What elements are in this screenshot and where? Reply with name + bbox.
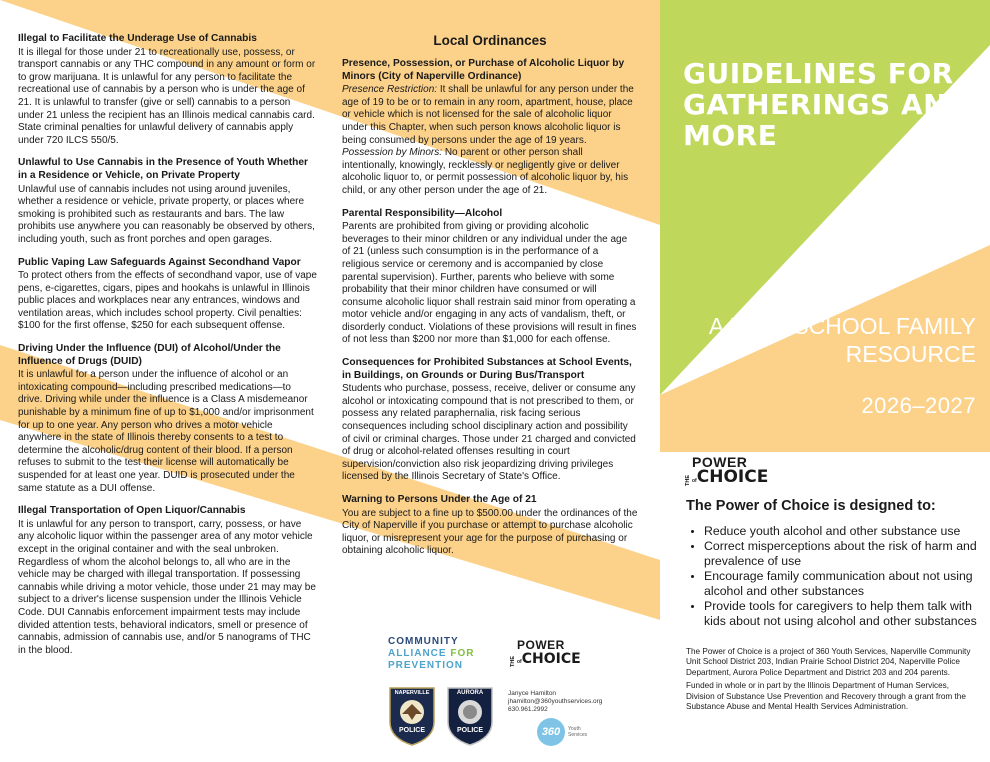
section-title: Parental Responsibility—Alcohol [342,207,503,219]
cover-title: GUIDELINES FOR GATHERINGS AND MORE [683,57,971,152]
section-title: Public Vaping Law Safeguards Against Secondhand Vapor [18,256,301,268]
section-title: Warning to Persons Under the Age of 21 [342,494,537,505]
presence-restriction-text: It shall be unlawful for any person under the age of 19 to be or to remain in any room, apartment, house, place or vehicle which is not licensed for the sale of alcoholic liquor under this Chapter, when such person knows alcoholic liquor is being consumed by persons under the age of 19 years. [342,84,634,146]
section-body: Parents are prohibited from giving or providing alcoholic beverages to their minor children or any individual under the age of 21 (unless such consumption is in the performance of a religious service or ceremony and is accompanied by close parental supervision). Further, parents who believe with some probability that their minor children have consumed or will consume alcoholic liquor shall restrain said minor from operating a motor vehicle and/or engaging in any acts of vandalism, theft, or disorderly conduct. Violations of these provisions will result in fines of not less than $200 nor more than $1,000 for each offense. [342,221,637,346]
contact-email: jhamilton@360youthservices.org [508,698,603,705]
designed-to-heading: The Power of Choice is designed to: [686,498,936,514]
cap-word-community: COMMUNITY [388,636,459,647]
goal-item: • Reduce youth alcohol and other substance use [704,524,990,539]
section-minors-liquor [342,58,638,198]
possession-label: Possession by Minors: [342,147,443,159]
section-warning-under-21 [342,494,638,558]
badge-top-label: NAPERVILLE [394,690,430,696]
goal-item: • Provide tools for caregivers to help them talk with kids about not using alcohol and other substances [704,599,990,629]
logo-of: of [517,659,522,665]
section-vaping [18,257,318,334]
logo-choice: CHOICE [521,651,581,667]
logo-power: POWER [692,454,748,470]
logo-360-mark: 360 [537,718,565,746]
section-title: Driving Under the Influence (DUI) of Alcohol/Under the Influence of Drugs (DUID) [18,343,281,367]
power-of-choice-logo [685,455,768,486]
goal-item: • Correct misperceptions about the risk of harm and prevalence of use [704,539,990,569]
local-ordinances-column [342,33,638,568]
logo-the: THE [685,475,691,486]
section-cannabis-facilitate [18,33,318,147]
cap-word-alliance: ALLIANCE [388,648,447,659]
section-title: Illegal to Facilitate the Underage Use of Cannabis [18,33,257,44]
logo-choice: CHOICE [696,467,769,487]
section-body: Unlawful use of cannabis includes not using around juveniles, whether a residence or vehicle, private property, or places where smoking is prohibited such as restaurants and bars. The law prohibits use anywhere you can reasonably be observed by others, including youth, such as front porches and open garages. [18,183,315,245]
logo-the: THE [510,656,516,667]
contact-info [508,690,602,714]
section-body: It is illegal for those under 21 to recreationally use, possess, or transport cannabis or any THC compound in any amount or form or to grow marijuana. It is unlawful for any person to facilitate the recreational use of cannabis by a person who is under the age of 21. It is unlawful to transfer (give or sell) cannabis to a person under 21 unless the recipient has an Illinois medical cannabis card. State criminal penalties for unlawful delivery of cannabis apply under 720 ILCS 550/5. [18,46,316,146]
section-parental-responsibility [342,208,638,348]
logo-360-label-line1: Youth [568,726,581,732]
possession-text: No parent or other person shall intentionally, knowingly, recklessly or negligently give or deliver alcoholic liquor to, or permit possession of alcoholic liquor by, his child, or any other person under the age of 21. [342,147,629,196]
naperville-police-badge [388,684,436,746]
section-dui [18,343,318,495]
about-funding: Funded in whole or in part by the Illinois Department of Human Services, Division of Substance Use Prevention and Recovery through a grant from the Substance Abuse and Mental Health Services Administration. [686,681,966,712]
section-body: To protect others from the effects of secondhand vapor, use of vape pens, e-cigarettes, cigars, pipes and hookahs is unlawful in Illinois public places and workplaces near any entrances, windows and ventilation areas, which includes school property. Civil penalties: $100 for the first offense, $250 for each subsequent offense. [18,270,317,332]
cap-word-for: FOR [450,648,475,659]
contact-phone: 630.961.2992 [508,706,548,713]
section-school-consequences [342,357,638,484]
power-of-choice-logo-small [510,639,581,667]
laws-column [18,33,318,667]
about-section [686,647,972,715]
logo-power: POWER [517,638,565,652]
badge-top-label: AURORA [456,690,484,696]
youth-services-logo [537,718,587,746]
section-title: Unlawful to Use Cannabis in the Presence of Youth Whether in a Residence or Vehicle, on Private Property [18,157,309,181]
goal-item: • Encourage family communication about not using alcohol and other substances [704,569,990,599]
section-title: Illegal Transportation of Open Liquor/Cannabis [18,505,246,517]
logo-360-label [568,726,587,738]
about-project: The Power of Choice is a project of 360 Youth Services, Naperville Community Unit School District 203, Indian Prairie School District 204, Naperville Police Department, Aurora Police Department and District 203 and 204 parents. [686,647,971,677]
section-body: It is unlawful for a person under the influence of alcohol or an intoxicating compound—including prescribed medications—to drive. Driving while under the influence is a Class A misdemeanor punishable by a minimum fine of up to $1,000 and/or imprisonment for up to one year. Any person who drives a motor vehicle anywhere in the state of Illinois thereby consents to a test to determine the alcoholic/drug content of their blood. If a person refuses to submit to the test their license will automatically be suspended for at least one year. DUID is prosecuted under the same statute as a DUI offense. [18,369,314,494]
section-body [342,84,638,197]
section-title: Presence, Possession, or Purchase of Alcoholic Liquor by Minors (City of Naperville Ordinance) [342,58,625,82]
section-body: It is unlawful for any person to transport, carry, possess, or have any alcoholic liquor within the passenger area of any motor vehicle except in the original container and with the seal unbroken. Regardless of whom the alcohol belongs to, all who are in the vehicle may be charged with illegal transportation. If possessing cannabis while driving a motor vehicle, those under 21 may may be subject to a driver's license suspension under the Illinois Vehicle Code. DUI Cannabis enforcement impairment tests may include divided attention tests, behavioral indicators, smell or presence of cannabis, admission of cannabis use, and/or 5 nanograms of THC in the blood. [18,518,316,656]
cover-subtitle: A HIGH SCHOOL FAMILY RESOURCE [708,313,976,367]
logo-of: of [692,478,697,484]
section-cannabis-youth [18,157,318,246]
goals-list [686,524,990,629]
contact-name: Janyce Hamilton [508,690,557,697]
logo-360-label-line2: Services [568,732,588,738]
badge-bottom-label: POLICE [398,727,426,734]
presence-restriction-label: Presence Restriction: [342,84,438,96]
local-ordinances-heading: Local Ordinances [433,33,547,48]
cap-word-prevention: PREVENTION [388,660,464,671]
community-alliance-logo [388,636,474,672]
section-title: Consequences for Prohibited Substances at School Events, in Buildings, on Grounds or During Bus/Transport [342,357,632,381]
aurora-police-badge [446,684,494,746]
section-body: Students who purchase, possess, receive, deliver or consume any alcohol or intoxicating compound that is not prescribed to them, or possess any related paraphernalia, risk facing serious consequences including school disciplinary action and possibility of civil or criminal charges. Those under 21 charged and convicted of drug or alcohol-related offenses resulting in court supervision/conviction also risk jeopardizing driving privileges licensed by the Illinois Secretary of State's Office. [342,383,636,483]
cover-year: 2026–2027 [861,393,976,418]
section-body: You are subject to a fine up to $500.00 under the ordinances of the City of Naperville if you purchase or attempt to purchase alcoholic liquor, or misrepresent your age for the purpose of purchasing or obtaining alcoholic liquor. [342,507,638,557]
badge-bottom-label: POLICE [456,727,484,734]
section-open-liquor [18,505,318,657]
